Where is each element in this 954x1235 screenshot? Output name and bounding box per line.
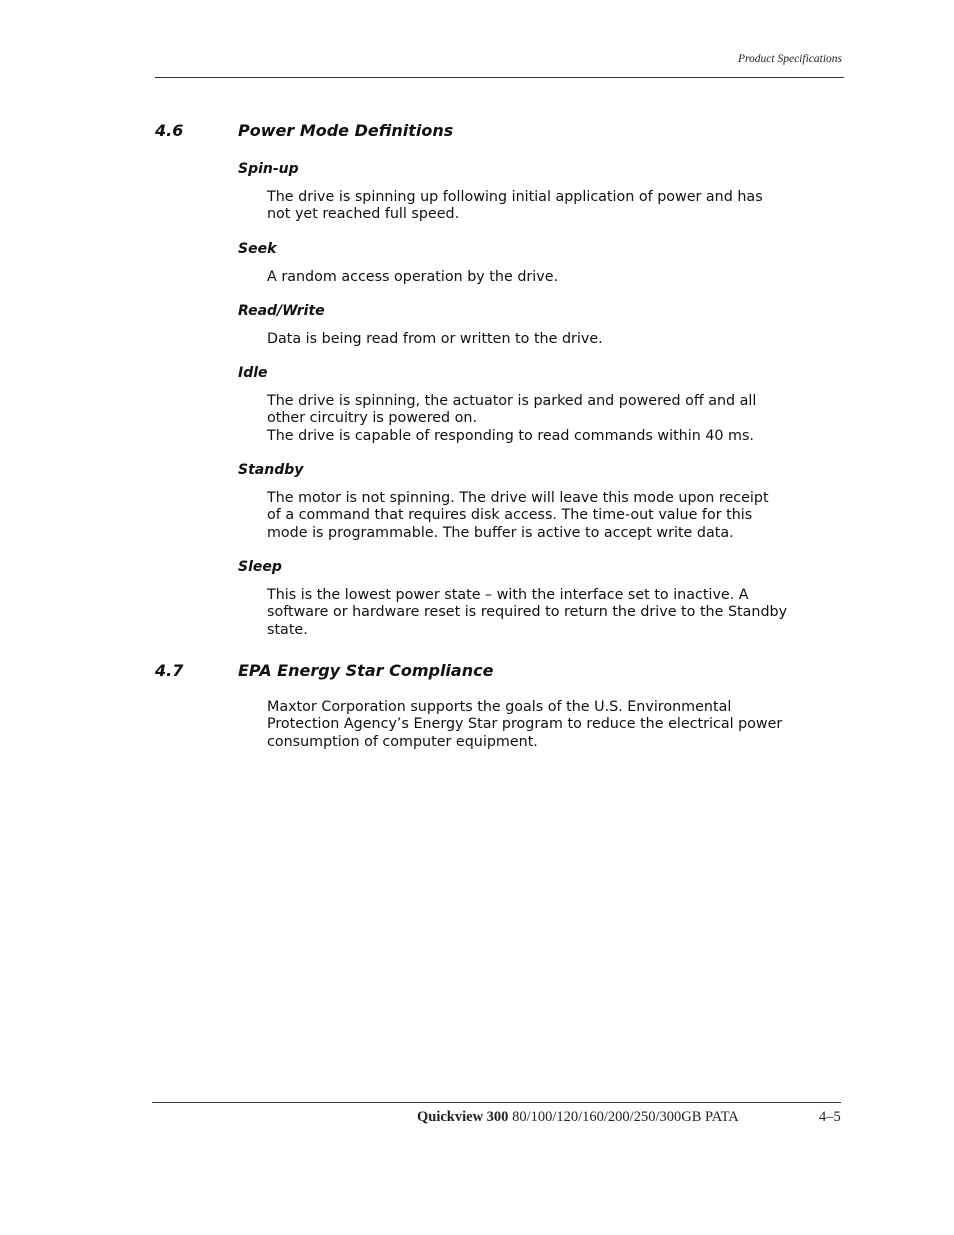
text-line: not yet reached full speed. (267, 206, 460, 223)
footer-product-models: 80/100/120/160/200/250/300GB PATA (508, 1109, 739, 1125)
section-number: 4.7 (155, 661, 184, 680)
footer-product (417, 1109, 739, 1126)
paragraph (267, 699, 842, 751)
subsection-title: Read/Write (238, 303, 325, 319)
paragraph (267, 587, 842, 639)
text-line: A random access operation by the drive. (267, 269, 559, 285)
text-line: other circuitry is powered on. (267, 410, 478, 427)
text-line: consumption of computer equipment. (267, 733, 538, 750)
text-line: The drive is capable of responding to read commands within 40 ms. (267, 427, 754, 444)
text-line: The motor is not spinning. The drive will leave this mode upon receipt (267, 490, 769, 506)
subsection-title: Sleep (238, 559, 282, 575)
paragraph (267, 189, 842, 224)
footer-rule (152, 1102, 841, 1103)
text-line: The drive is spinning, the actuator is parked and powered off and all (267, 393, 757, 409)
text-line: software or hardware reset is required to return the drive to the Standby (267, 604, 788, 621)
paragraph (267, 269, 842, 286)
paragraph (267, 490, 842, 542)
footer-product-name: Quickview 300 (417, 1109, 509, 1125)
text-line: Protection Agency’s Energy Star program to reduce the electrical power (267, 716, 783, 733)
paragraph (267, 393, 842, 445)
subsection-title: Seek (238, 241, 277, 257)
section-title: EPA Energy Star Compliance (238, 661, 494, 680)
text-line: state. (267, 621, 308, 638)
subsection-title: Standby (238, 462, 304, 478)
header-rule (155, 77, 844, 78)
text-line: mode is programmable. The buffer is active to accept write data. (267, 524, 734, 541)
text-line: This is the lowest power state – with the interface set to inactive. A (267, 587, 749, 603)
subsection-title: Spin-up (238, 161, 299, 177)
running-header: Product Specifications (737, 53, 842, 65)
text-line: Data is being read from or written to the drive. (267, 331, 603, 347)
section-title: Power Mode Definitions (238, 121, 454, 140)
page-number: 4–5 (819, 1109, 841, 1125)
paragraph (267, 331, 842, 348)
text-line: The drive is spinning up following initial application of power and has (267, 189, 763, 205)
text-line: Maxtor Corporation supports the goals of the U.S. Environmental (267, 699, 732, 715)
subsection-title: Idle (238, 365, 268, 381)
section-number: 4.6 (155, 121, 184, 140)
text-line: of a command that requires disk access. The time-out value for this (267, 507, 753, 524)
